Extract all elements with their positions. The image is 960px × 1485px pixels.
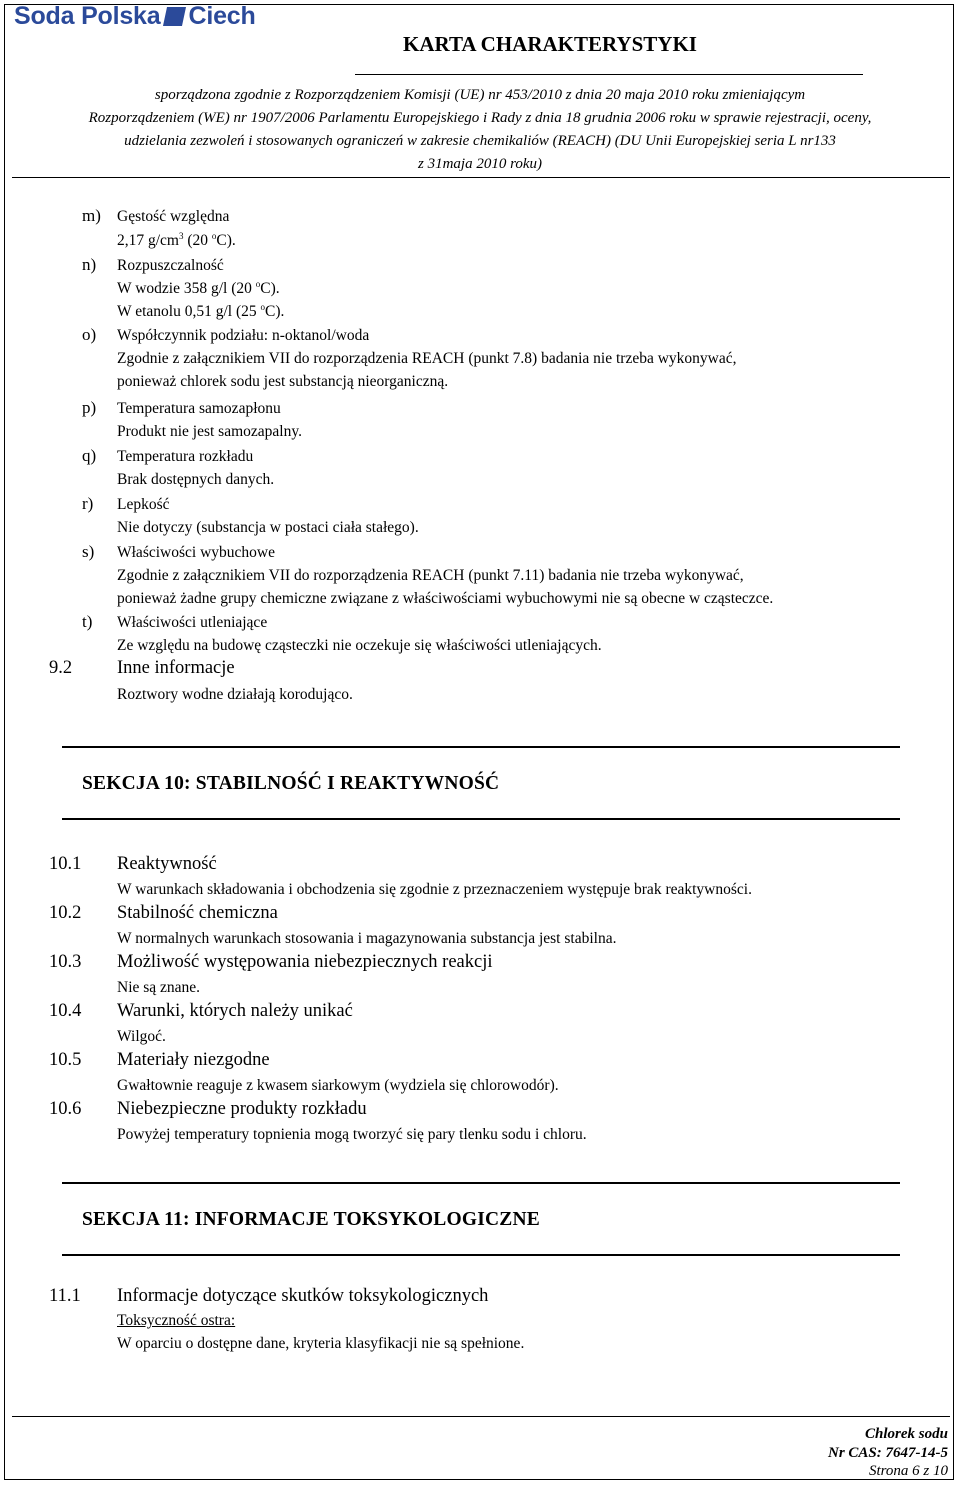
section-rule xyxy=(62,746,900,748)
subsection-number: 10.6 xyxy=(49,1099,82,1119)
item-title: Rozpuszczalność xyxy=(117,257,224,274)
subsection-text: Nie są znane. xyxy=(117,979,201,996)
item-value: Ze względu na budowę cząsteczki nie oczekuje się właściwości utleniających. xyxy=(117,637,602,654)
subsection-text: W normalnych warunkach stosowania i magazynowania substancja jest stabilna. xyxy=(117,930,617,947)
title-underline xyxy=(355,74,863,75)
item-letter: o) xyxy=(82,325,97,344)
subsection-title: Materiały niezgodne xyxy=(117,1050,270,1070)
item-title: Gęstość względna xyxy=(117,208,230,225)
document-title: KARTA CHARAKTERYSTYKI xyxy=(403,32,697,56)
section-heading: SEKCJA 11: INFORMACJE TOKSYKOLOGICZNE xyxy=(82,1209,540,1230)
item-title: Właściwości utleniające xyxy=(117,614,268,631)
item-value: Produkt nie jest samozapalny. xyxy=(117,423,302,440)
item-letter: n) xyxy=(82,255,97,274)
item-letter: s) xyxy=(82,542,95,561)
item-value: Brak dostępnych danych. xyxy=(117,471,275,488)
item-title: Temperatura rozkładu xyxy=(117,448,254,465)
company-logo: Soda Polska Ciech xyxy=(14,2,256,30)
subsection-text: Powyżej temperatury topnienia mogą tworzyć się pary tlenku sodu i chloru. xyxy=(117,1126,587,1143)
item-letter: q) xyxy=(82,446,97,465)
item-value: Nie dotyczy (substancja w postaci ciała stałego). xyxy=(117,519,419,536)
section-rule xyxy=(62,1182,900,1184)
item-value: ponieważ żadne grupy chemiczne związane z właściwościami wybuchowymi nie są obecne w cząsteczce. xyxy=(117,590,774,607)
item-value: W etanolu 0,51 g/l (25 $^o$C). xyxy=(117,301,285,320)
subsection-title: Informacje dotyczące skutków toksykologicznych xyxy=(117,1286,489,1306)
item-title: Temperatura samozapłonu xyxy=(117,400,281,417)
subsection-number: 10.2 xyxy=(49,903,82,923)
item-title: Współczynnik podziału: n-oktanol/woda xyxy=(117,327,370,344)
product-name: Chlorek sodu xyxy=(865,1426,948,1442)
subsection-title: Niebezpieczne produkty rozkładu xyxy=(117,1099,367,1119)
item-value: Zgodnie z załącznikiem VII do rozporządzenia REACH (punkt 7.11) badania nie trzeba wykonywać, xyxy=(117,567,744,584)
subsection-text: W oparciu o dostępne dane, kryteria klasyfikacji nie są spełnione. xyxy=(117,1335,525,1352)
cas-number: Nr CAS: 7647-14-5 xyxy=(827,1445,948,1461)
header-divider xyxy=(12,177,950,178)
subsection-number: 10.1 xyxy=(49,854,82,874)
page-number: Strona 6 z 10 xyxy=(868,1463,948,1479)
item-title: Właściwości wybuchowe xyxy=(117,544,275,561)
regulation-line: Rozporządzeniem (WE) nr 1907/2006 Parlamentu Europejskiego i Rady z dnia 18 grudnia 2006 roku w sprawie rejestracji, oceny, xyxy=(88,110,872,126)
item-value: 2,17 $g/cm^3$ (20 $^o$C). xyxy=(117,230,236,249)
logo-square-icon xyxy=(163,7,186,26)
item-value: ponieważ chlorek sodu jest substancją nieorganiczną. xyxy=(117,373,449,390)
regulation-statement xyxy=(8,84,952,176)
subsection-title: Możliwość występowania niebezpiecznych reakcji xyxy=(117,952,493,972)
item-letter: t) xyxy=(82,612,93,631)
subsection-number: 10.3 xyxy=(49,952,82,972)
subsection-title: Reaktywność xyxy=(117,854,217,874)
subsection-title: Inne informacje xyxy=(117,658,235,678)
subsection-title: Warunki, których należy unikać xyxy=(117,1001,353,1021)
item-letter: p) xyxy=(82,398,97,417)
regulation-line: sporządzona zgodnie z Rozporządzeniem Komisji (UE) nr 453/2010 z dnia 20 maja 2010 roku zmieniającym xyxy=(154,87,806,103)
subsection-title: Stabilność chemiczna xyxy=(117,903,278,923)
subsection-number: 9.2 xyxy=(49,658,73,678)
regulation-line: udzielania zezwoleń i stosowanych ograniczeń w zakresie chemikaliów (REACH) (DU Unii Europejskiej seria L nr133 xyxy=(124,133,836,149)
subsection-text: Roztwory wodne działają korodująco. xyxy=(117,686,353,703)
item-letter: m) xyxy=(82,206,101,225)
section-heading: SEKCJA 10: STABILNOŚĆ I REAKTYWNOŚĆ xyxy=(82,773,500,794)
item-letter: r) xyxy=(82,494,94,513)
subsection-number: 10.5 xyxy=(49,1050,82,1070)
item-value: Zgodnie z załącznikiem VII do rozporządzenia REACH (punkt 7.8) badania nie trzeba wykonywać, xyxy=(117,350,737,367)
item-value: W wodzie 358 g/l (20 $^o$C). xyxy=(117,278,280,297)
subsection-text: Gwałtownie reaguje z kwasem siarkowym (wydziela się chlorowodór). xyxy=(117,1077,559,1094)
subheading: Toksyczność ostra: xyxy=(117,1312,236,1329)
subsection-number: 11.1 xyxy=(49,1286,81,1306)
section-rule xyxy=(62,1254,900,1256)
regulation-line: z 31maja 2010 roku) xyxy=(417,156,543,172)
item-title: Lepkość xyxy=(117,496,170,513)
subsection-number: 10.4 xyxy=(49,1001,82,1021)
section-rule xyxy=(62,818,900,820)
subsection-text: W warunkach składowania i obchodzenia się zgodnie z przeznaczeniem występuje brak reaktywności. xyxy=(117,881,752,898)
subsection-text: Wilgoć. xyxy=(117,1028,166,1045)
footer-divider xyxy=(12,1416,950,1417)
